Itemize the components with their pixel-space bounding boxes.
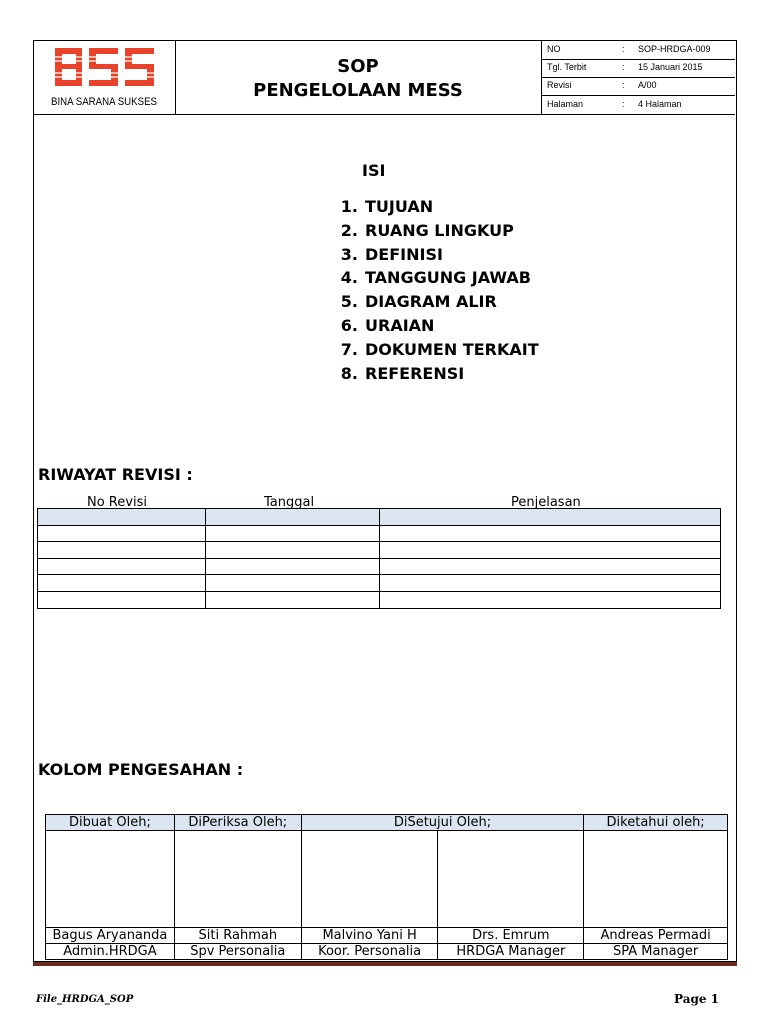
signer-position: Spv Personalia xyxy=(174,944,301,960)
signer-name: Andreas Permadi xyxy=(584,928,728,944)
toc-item: 2. RUANG LINGKUP xyxy=(340,220,514,240)
signature-box xyxy=(438,831,584,928)
name-row xyxy=(46,928,728,944)
signer-name: Siti Rahmah xyxy=(174,928,301,944)
toc-item: 6. URAIAN xyxy=(340,315,435,335)
meta-key: Tgl. Terbit xyxy=(547,62,587,72)
company-logo xyxy=(34,41,176,114)
company-name: BINA SARANA SUKSES xyxy=(51,96,157,108)
toc-item: 3. DEFINISI xyxy=(340,244,443,264)
approval-col-dibuat: Dibuat Oleh; xyxy=(46,815,175,831)
meta-value: SOP-HRDGA-009 xyxy=(638,44,711,54)
title-line-2: PENGELOLAAN MESS xyxy=(253,80,463,101)
meta-sep: : xyxy=(622,80,625,90)
meta-row-no xyxy=(541,41,735,60)
table-row xyxy=(38,525,721,542)
footer-page-number: Page 1 xyxy=(674,992,720,1006)
meta-key: Halaman xyxy=(547,99,584,109)
toc-item: 1. TUJUAN xyxy=(340,197,434,216)
document-frame xyxy=(33,40,737,962)
table-row xyxy=(38,558,721,575)
meta-value: 15 Januari 2015 xyxy=(638,62,703,72)
meta-row-halaman xyxy=(541,95,735,114)
table-row xyxy=(38,542,721,559)
document-meta xyxy=(541,41,735,114)
signer-name: Malvino Yani H xyxy=(301,928,438,944)
signer-name: Drs. Emrum xyxy=(438,928,584,944)
toc-item: 4. TANGGUNG JAWAB xyxy=(340,268,531,288)
signer-position: HRDGA Manager xyxy=(438,944,584,960)
meta-key: Revisi xyxy=(547,80,572,90)
meta-row-revisi xyxy=(541,77,735,96)
signer-position: SPA Manager xyxy=(584,944,728,960)
isi-heading: ISI xyxy=(362,161,386,180)
signature-box xyxy=(46,831,175,928)
meta-key: NO xyxy=(547,44,561,54)
meta-value: A/00 xyxy=(638,80,657,90)
signer-position: Koor. Personalia xyxy=(301,944,438,960)
meta-sep: : xyxy=(622,62,625,72)
col-header-no-revisi: No Revisi xyxy=(87,495,147,508)
signer-position: Admin.HRDGA xyxy=(46,944,175,960)
position-row xyxy=(46,944,728,960)
approval-col-diketahui: Diketahui oleh; xyxy=(584,815,728,831)
approval-header-row xyxy=(46,815,728,831)
revision-table xyxy=(37,508,721,609)
meta-row-tgl-terbit xyxy=(541,59,735,78)
meta-sep: : xyxy=(622,44,625,54)
toc-item: 5. DIAGRAM ALIR xyxy=(340,292,497,312)
col-header-penjelasan: Penjelasan xyxy=(511,495,581,508)
signature-box xyxy=(584,831,728,928)
footer-file-name: File_HRDGA_SOP xyxy=(36,994,134,1005)
toc-item: 7. DOKUMEN TERKAIT xyxy=(340,339,539,359)
signature-box xyxy=(174,831,301,928)
approval-table xyxy=(45,814,728,960)
table-header-row xyxy=(38,509,721,526)
table-of-contents xyxy=(328,197,539,387)
footer-divider xyxy=(33,962,737,966)
meta-sep: : xyxy=(622,99,625,109)
table-row xyxy=(38,575,721,592)
signature-box xyxy=(301,831,438,928)
signer-name: Bagus Aryananda xyxy=(46,928,175,944)
document-header xyxy=(34,41,735,115)
col-header-tanggal: Tanggal xyxy=(264,495,315,508)
table-row xyxy=(38,591,721,608)
signature-row xyxy=(46,831,728,928)
title-line-1: SOP xyxy=(337,56,379,77)
kolom-pengesahan-heading: KOLOM PENGESAHAN : xyxy=(38,760,244,779)
approval-col-diperiksa: DiPeriksa Oleh; xyxy=(174,815,301,831)
document-title xyxy=(175,41,542,114)
toc-item: 8. REFERENSI xyxy=(340,363,465,383)
riwayat-revisi-heading: RIWAYAT REVISI : xyxy=(38,465,193,484)
approval-col-disetujui: DiSetujui Oleh; xyxy=(301,815,584,831)
meta-value: 4 Halaman xyxy=(638,99,682,109)
